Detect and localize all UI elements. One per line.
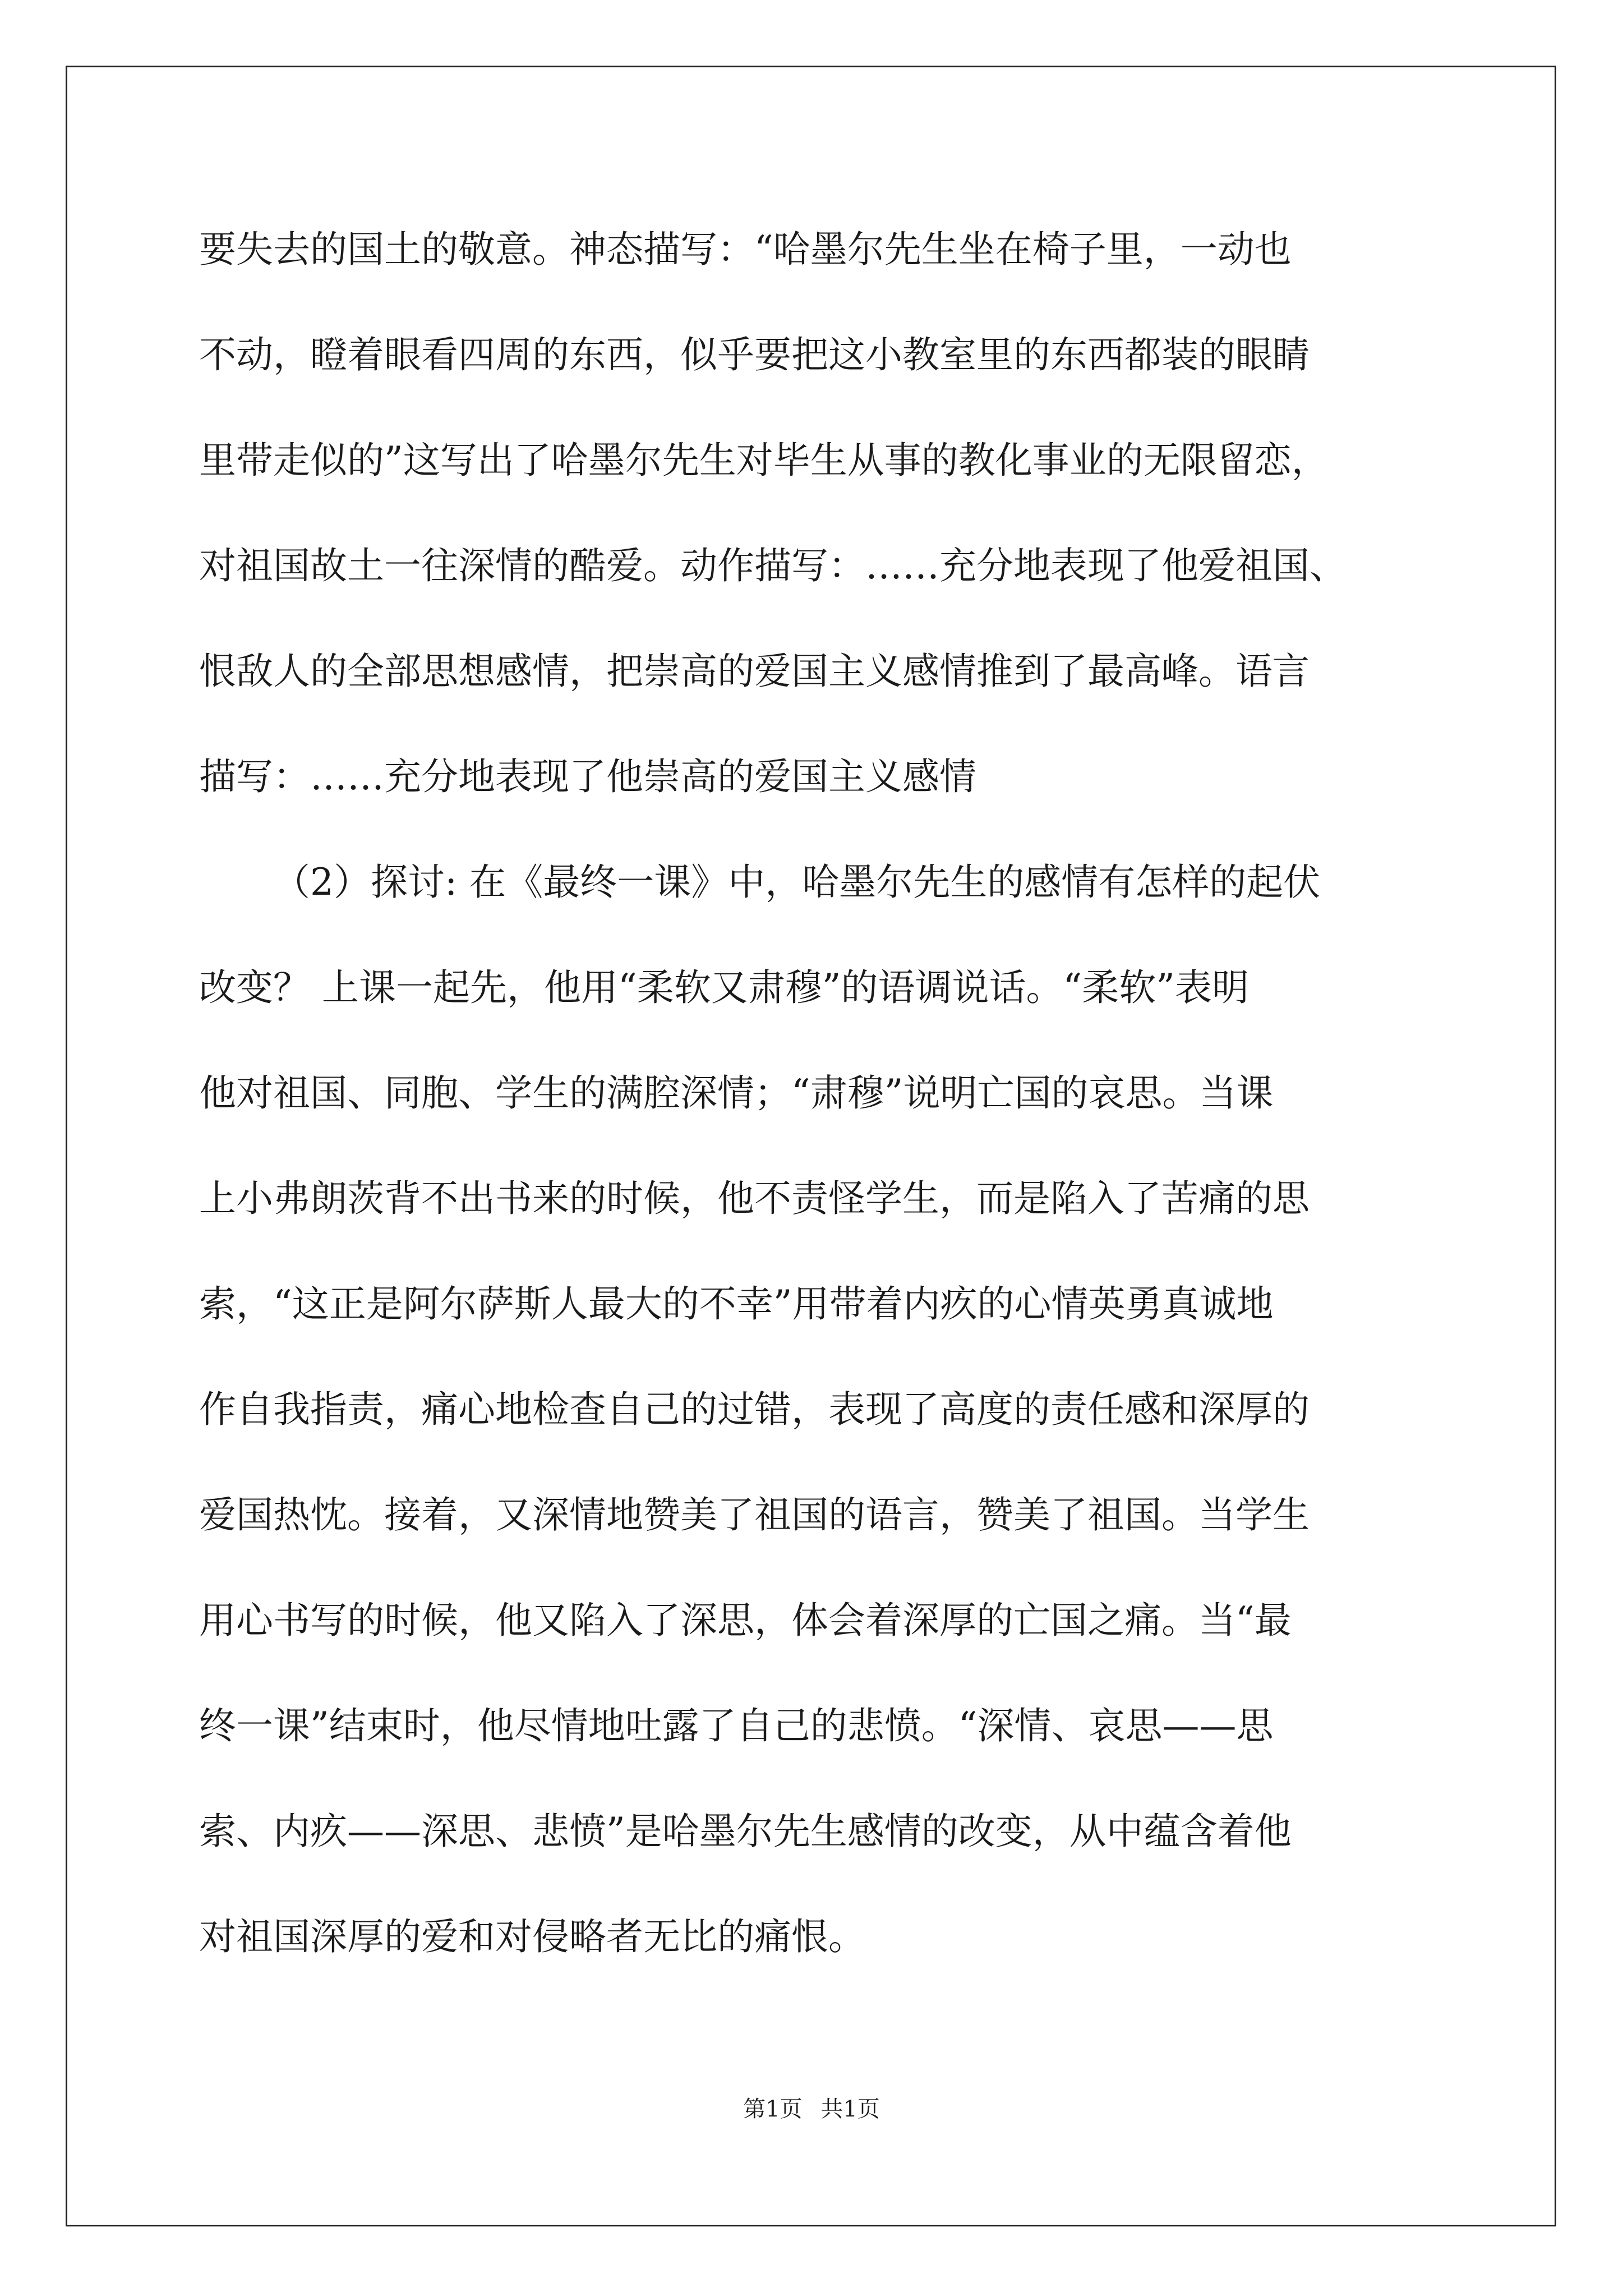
text-line: 索、内疚——深思、悲愤”是哈墨尔先生感情的改变，从中蕴含着他 <box>199 1810 1292 1853</box>
text-line: 终一课”结束时，他尽情地吐露了自己的悲愤。“深情、哀思——思 <box>199 1704 1274 1747</box>
text-line: 上小弗朗茨背不出书来的时候，他不责怪学生，而是陷入了苦痛的思 <box>199 1177 1310 1220</box>
text-line: 改变？ 上课一起先，他用“柔软又肃穆”的语调说话。“柔软”表明 <box>199 966 1249 1009</box>
paragraph-start-line: （2）探讨: 在《最终一课》中，哈墨尔先生的感情有怎样的起伏 <box>273 861 1321 904</box>
text-line: 用心书写的时候，他又陷入了深思，体会着深厚的亡国之痛。当“最 <box>199 1599 1292 1642</box>
document-body <box>199 219 1427 2012</box>
page-total: 共1页 <box>820 2096 880 2122</box>
text-line: 恨敌人的全部思想感情，把崇高的爱国主义感情推到了最高峰。语言 <box>199 650 1310 693</box>
text-line: 要失去的国土的敬意。神态描写：“哈墨尔先生坐在椅子里，一动也 <box>199 228 1292 271</box>
text-line: 索，“这正是阿尔萨斯人最大的不幸”用带着内疚的心情英勇真诚地 <box>199 1282 1274 1326</box>
text-line: 对祖国故土一往深情的酷爱。动作描写：……充分地表现了他爱祖国、 <box>199 544 1347 587</box>
text-line: 作自我指责，痛心地检查自己的过错，表现了高度的责任感和深厚的 <box>199 1388 1310 1431</box>
text-line: 里带走似的”这写出了哈墨尔先生对毕生从事的教化事业的无限留恋， <box>199 439 1329 482</box>
text-line: 对祖国深厚的爱和对侵略者无比的痛恨。 <box>199 1915 865 1958</box>
text-line: 他对祖国、同胞、学生的满腔深情；“肃穆”说明亡国的哀思。当课 <box>199 1071 1274 1115</box>
page-number: 第1页 <box>743 2096 803 2122</box>
text-line: 不动，瞪着眼看四周的东西，似乎要把这小教室里的东西都装的眼睛 <box>199 333 1310 376</box>
text-line: 爱国热忱。接着，又深情地赞美了祖国的语言，赞美了祖国。当学生 <box>199 1493 1310 1536</box>
text-line: 描写：……充分地表现了他崇高的爱国主义感情 <box>199 755 976 798</box>
page-footer <box>0 2095 1623 2123</box>
